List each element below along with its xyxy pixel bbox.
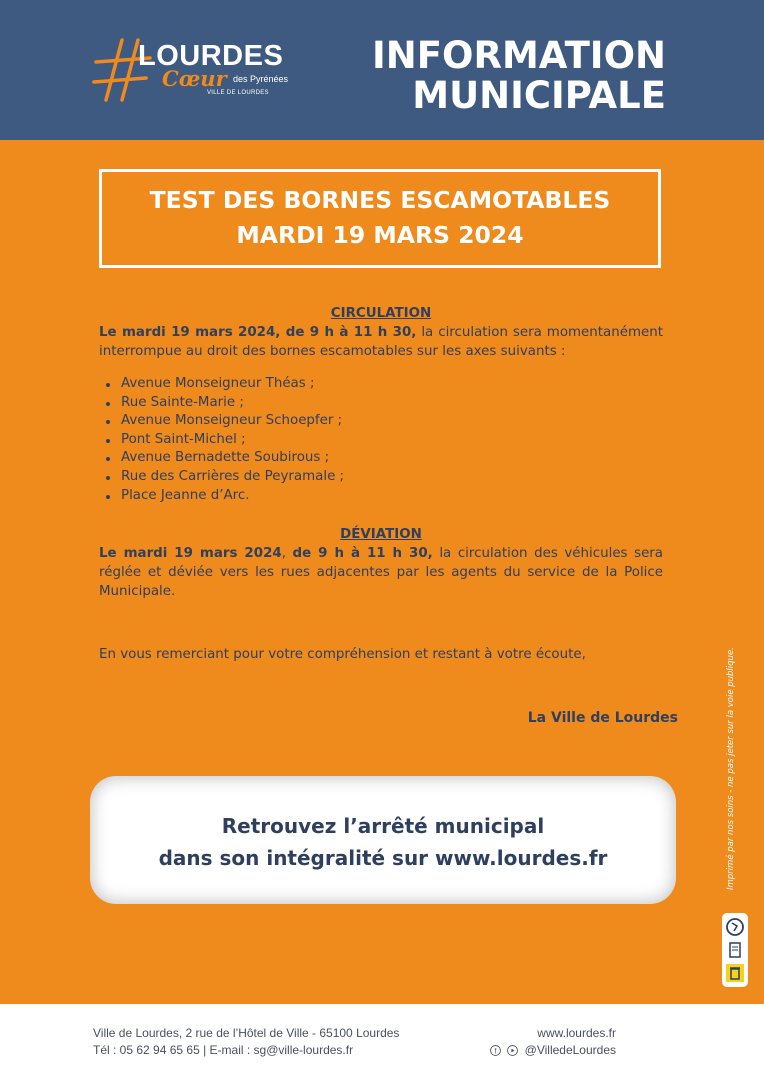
facebook-icon[interactable] <box>490 1045 501 1056</box>
list-item: Avenue Bernadette Soubirous ; <box>99 449 663 468</box>
closing-thanks: En vous remerciant pour votre compréhension et restant à votre écoute, <box>99 647 586 662</box>
notice-body <box>99 304 663 601</box>
youtube-icon[interactable] <box>507 1045 518 1056</box>
footer-social <box>490 1042 616 1059</box>
circulation-date-time: Le mardi 19 mars 2024, de 9 h à 11 h 30, <box>99 325 417 340</box>
deviation-date: Le mardi 19 mars 2024 <box>99 546 282 562</box>
street-list <box>99 375 663 505</box>
notice-title-line-2: MARDI 19 MARS 2024 <box>236 221 524 249</box>
svg-text:f: f <box>494 1048 497 1056</box>
list-item: Avenue Monseigneur Théas ; <box>99 375 663 394</box>
footer-social-handle[interactable]: @VilledeLourdes <box>524 1043 616 1057</box>
notice-title-box <box>99 169 661 268</box>
deviation-paragraph <box>99 544 663 601</box>
closing-signature: La Ville de Lourdes <box>527 710 678 726</box>
list-item: Rue Sainte-Marie ; <box>99 394 663 413</box>
header-title-line-1: INFORMATION <box>372 34 666 77</box>
trash-bin-icon <box>725 963 745 983</box>
footer-web-block <box>490 1025 616 1059</box>
recycle-person-icon <box>725 917 745 937</box>
circulation-paragraph <box>99 323 663 361</box>
footer-website[interactable]: www.lourdes.fr <box>537 1026 616 1040</box>
list-item: Rue des Carrières de Peyramale ; <box>99 468 663 487</box>
circulation-text: la circulation sera momentanément interrompue au droit des bornes escamotables sur les axes suivants : <box>99 325 663 359</box>
deviation-time: de 9 h à 11 h 30, <box>292 546 433 562</box>
notice-title-line-1: TEST DES BORNES ESCAMOTABLES <box>149 186 611 214</box>
list-item: Pont Saint-Michel ; <box>99 431 663 450</box>
lourdes-logo <box>92 34 307 104</box>
logo-subtitle: VILLE DE LOURDES <box>207 90 269 96</box>
deviation-heading: DÉVIATION <box>340 527 422 543</box>
list-item: Avenue Monseigneur Schoepfer ; <box>99 412 663 431</box>
footer-contact: Tél : 05 62 94 65 65 | E-mail : sg@ville-lourdes.fr <box>93 1043 354 1057</box>
footer <box>0 1004 764 1080</box>
logo-tagline-script: Cœur <box>162 66 227 91</box>
print-notice-vertical: Imprimé par nos soins - ne pas jeter sur la voie publique. <box>726 647 736 890</box>
cta-box <box>90 776 676 904</box>
document-icon <box>725 940 745 960</box>
deviation-comma: , <box>281 546 293 562</box>
footer-address: Ville de Lourdes, 2 rue de l’Hôtel de Ville - 65100 Lourdes <box>93 1026 400 1040</box>
eco-badges <box>722 913 748 987</box>
header-title-line-2: MUNICIPALE <box>412 74 666 117</box>
cta-line-2: dans son intégralité sur www.lourdes.fr <box>158 846 608 870</box>
header-title <box>372 36 666 116</box>
deviation-text: la circulation des véhicules sera réglée et déviée vers les rues adjacentes par les agents du service de la Police Municipale. <box>99 546 664 600</box>
footer-contact-block <box>93 1025 399 1059</box>
cta-line-1: Retrouvez l’arrêté municipal <box>221 814 545 838</box>
circulation-heading: CIRCULATION <box>330 306 432 321</box>
logo-name: LOURDES <box>138 40 284 72</box>
list-item: Place Jeanne d’Arc. <box>99 487 663 506</box>
logo-tagline-region: des Pyrénées <box>233 74 289 84</box>
header-banner <box>0 0 764 140</box>
